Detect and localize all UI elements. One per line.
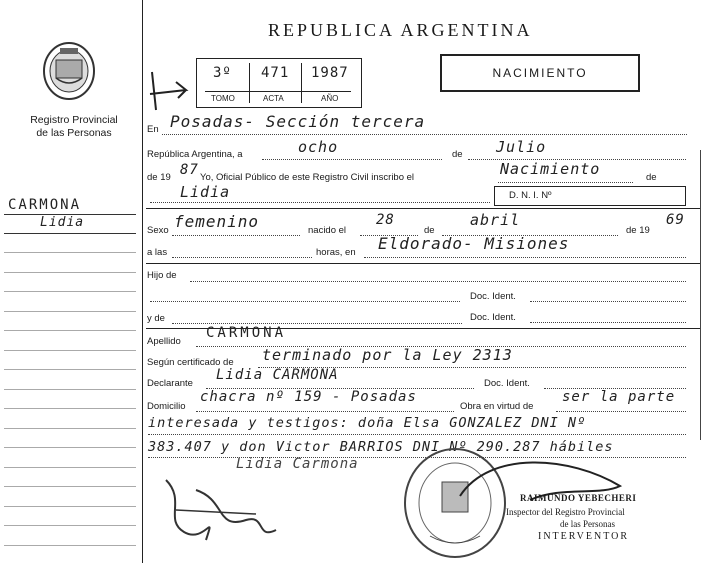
label-a-las: a las bbox=[147, 247, 168, 258]
value-tipo: Nacimiento bbox=[500, 160, 601, 178]
value-apellido: CARMONA bbox=[206, 325, 287, 341]
value-sexo: femenino bbox=[174, 212, 260, 231]
value-testigos-line-2: 383.407 y don Victor BARRIOS DNI Nº 290.287 hábiles bbox=[148, 439, 614, 455]
margin-ruled-line bbox=[4, 467, 136, 468]
registry-line-1: Registro Provincial bbox=[30, 114, 118, 126]
anio-value: 1987 bbox=[311, 65, 349, 81]
emblem-seal bbox=[40, 40, 98, 102]
value-anio-inscripcion: 87 bbox=[180, 162, 199, 178]
margin-ruled-line bbox=[4, 428, 136, 429]
value-mes: Julio bbox=[496, 138, 547, 156]
acta-label: ACTA bbox=[263, 94, 284, 103]
margin-ruled-line bbox=[4, 389, 136, 390]
official-title-3: INTERVENTOR bbox=[538, 531, 630, 542]
label-apellido: Apellido bbox=[147, 336, 181, 347]
scribble-signature bbox=[156, 470, 286, 555]
value-mes-nacimiento: abril bbox=[470, 211, 521, 229]
record-type: NACIMIENTO bbox=[492, 66, 588, 80]
country-title: REPUBLICA ARGENTINA bbox=[268, 20, 533, 40]
margin-surname: CARMONA bbox=[8, 197, 82, 213]
margin-ruled-line bbox=[4, 408, 136, 409]
value-dia: ocho bbox=[298, 138, 339, 156]
label-republica: República Argentina, a bbox=[147, 149, 243, 160]
label-obra-en-virtud: Obra en virtud de bbox=[460, 401, 534, 412]
margin-ruled-line bbox=[4, 486, 136, 487]
label-y-de: y de bbox=[147, 313, 165, 324]
margin-ruled-line bbox=[4, 369, 136, 370]
label-horas-en: horas, en bbox=[316, 247, 356, 258]
anio-label: AÑO bbox=[321, 94, 339, 103]
margin-ruled-line bbox=[4, 350, 136, 351]
value-lugar: Posadas- Sección tercera bbox=[170, 112, 426, 131]
value-nombre: Lidia bbox=[180, 183, 231, 201]
value-dia-nacimiento: 28 bbox=[376, 212, 395, 228]
margin-ruled-line bbox=[4, 447, 136, 448]
label-doc-ident-3: Doc. Ident. bbox=[484, 378, 530, 389]
value-certificado: terminado por la Ley 2313 bbox=[262, 346, 513, 364]
dni-box bbox=[494, 186, 686, 206]
tomo-value: 3º bbox=[213, 65, 232, 81]
label-dni: D. N. I. Nº bbox=[509, 190, 552, 201]
margin-ruled-line bbox=[4, 291, 136, 292]
right-border bbox=[700, 150, 701, 440]
official-name: RAIMUNDO YEBECHERI bbox=[520, 493, 637, 503]
margin-ruled-line bbox=[4, 525, 136, 526]
label-hijo-de: Hijo de bbox=[147, 270, 177, 281]
label-nacido-el: nacido el bbox=[308, 225, 347, 236]
margin-given-name: Lidia bbox=[40, 215, 85, 230]
value-domicilio: chacra nº 159 - Posadas bbox=[200, 389, 417, 405]
label-oficial: Yo, Oficial Público de este Registro Civil inscribo el bbox=[200, 172, 415, 183]
value-lugar-nacimiento: Eldorado- Misiones bbox=[378, 234, 570, 253]
official-title-2: de las Personas bbox=[560, 519, 615, 529]
label-sexo: Sexo bbox=[147, 225, 169, 236]
tomo-label: TOMO bbox=[211, 94, 235, 103]
registry-line-2: de las Personas bbox=[36, 127, 112, 139]
value-declarante: Lidia CARMONA bbox=[216, 367, 339, 383]
acta-value: 471 bbox=[261, 65, 290, 81]
official-title-1: Inspector del Registro Provincial bbox=[506, 507, 625, 517]
value-obra: ser la parte bbox=[562, 389, 676, 405]
label-segun-certificado: Según certificado de bbox=[147, 357, 234, 368]
margin-ruled-line bbox=[4, 252, 136, 253]
value-testigos-line-1: interesada y testigos: doña Elsa GONZALEZ DNI Nº bbox=[148, 415, 587, 431]
label-de19: de 19 bbox=[147, 172, 171, 183]
margin-ruled-line bbox=[4, 506, 136, 507]
label-de3: de bbox=[424, 225, 435, 236]
label-doc-ident: Doc. Ident. bbox=[470, 291, 516, 302]
label-de2: de bbox=[646, 172, 657, 183]
margin-ruled-line bbox=[4, 311, 136, 312]
label-de-19: de 19 bbox=[626, 225, 650, 236]
label-doc-ident-2: Doc. Ident. bbox=[470, 312, 516, 323]
label-de: de bbox=[452, 149, 463, 160]
reference-box bbox=[196, 58, 362, 108]
column-divider bbox=[142, 0, 143, 563]
margin-ruled-line bbox=[4, 545, 136, 546]
record-type-box bbox=[440, 54, 640, 92]
value-anio-nacimiento: 69 bbox=[666, 212, 685, 228]
declarant-signature: Lidia Carmona bbox=[236, 456, 359, 472]
registry-name bbox=[14, 114, 134, 140]
label-domicilio: Domicilio bbox=[147, 401, 186, 412]
margin-ruled-line bbox=[4, 272, 136, 273]
label-declarante: Declarante bbox=[147, 378, 193, 389]
label-en: En bbox=[147, 124, 159, 135]
margin-ruled-line bbox=[4, 330, 136, 331]
